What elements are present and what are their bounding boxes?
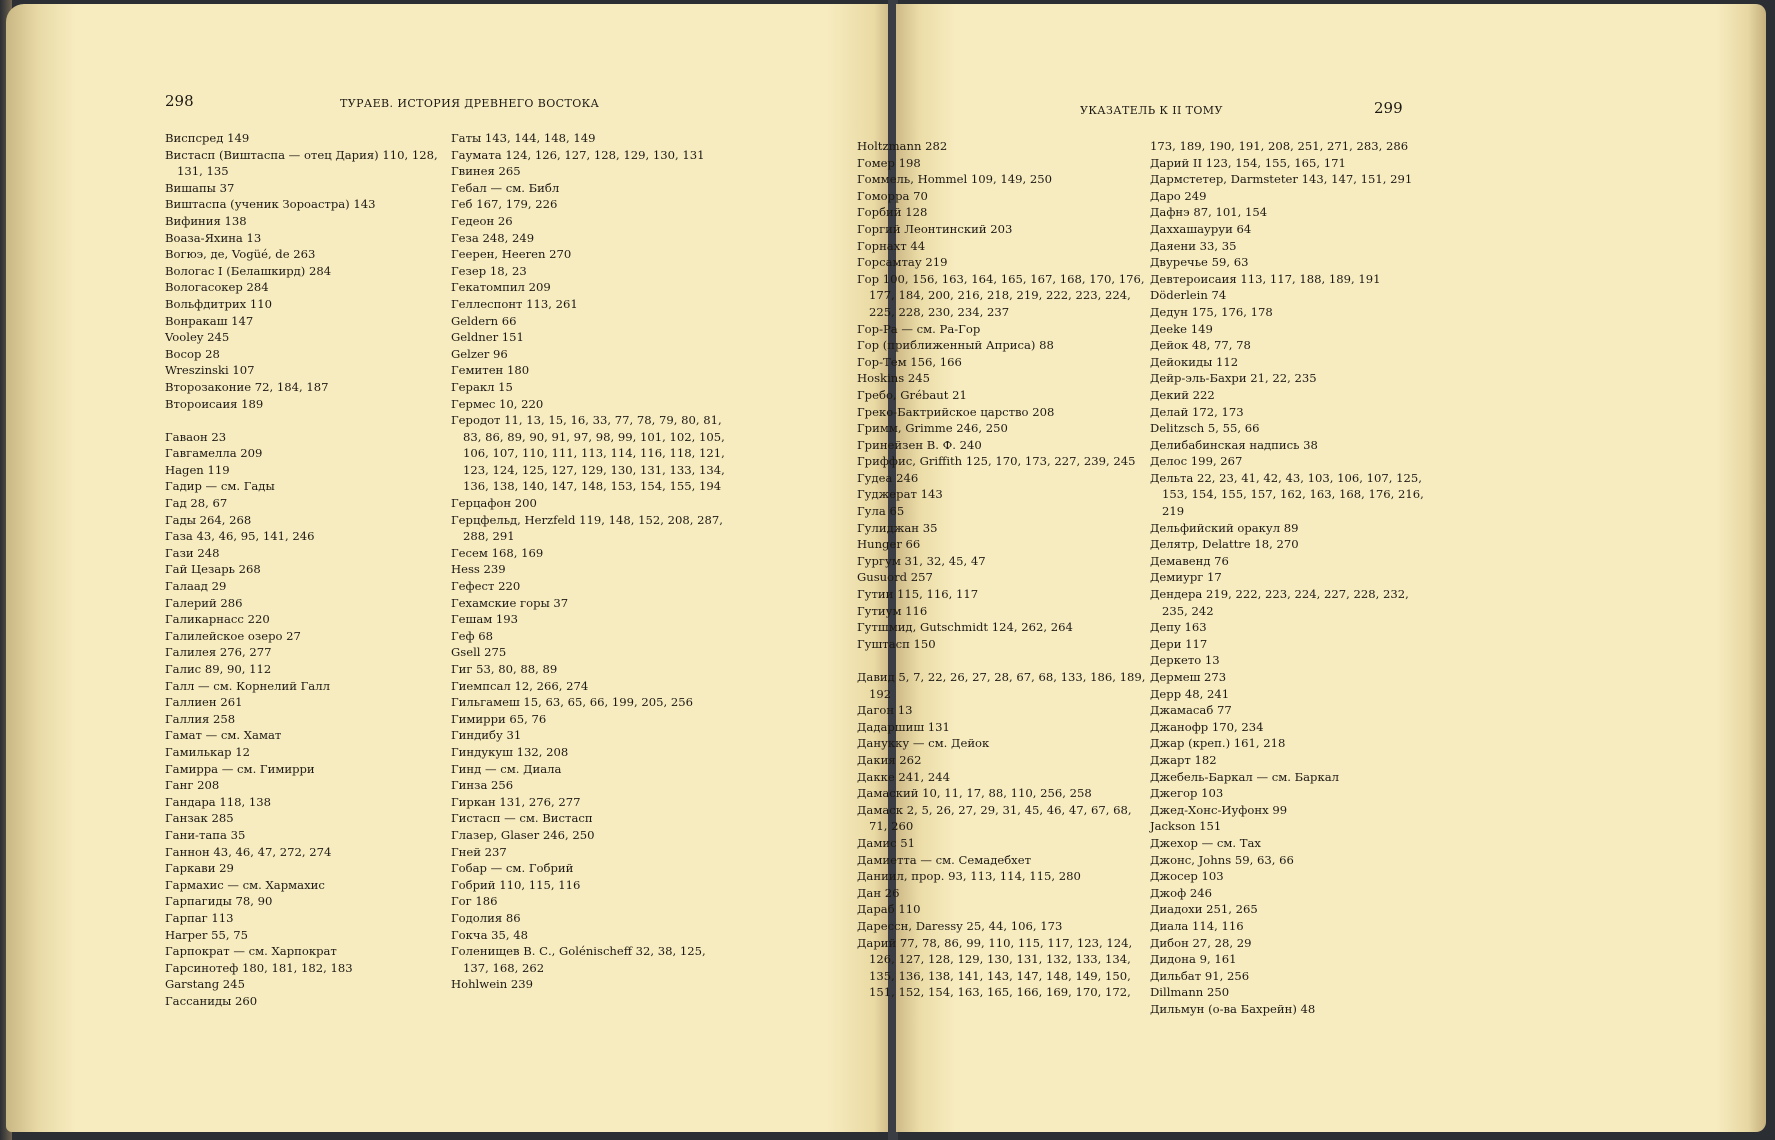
index-entry: Ганг 208	[165, 778, 220, 793]
index-entry: Вифиния 138	[165, 213, 247, 228]
index-entry: Дейок 48, 77, 78	[1150, 338, 1251, 353]
index-entry: Газа 43, 46, 95, 141, 246	[165, 529, 315, 544]
index-entry: Диала 114, 116	[1150, 918, 1244, 933]
index-entry: Вишапы 37	[165, 180, 235, 195]
index-entry: Галикарнасс 220	[165, 612, 270, 627]
index-entry: Дельфийский оракул 89	[1150, 520, 1299, 535]
right-index-column-1	[857, 138, 1147, 1001]
index-entry: Геза 248, 249	[451, 230, 535, 245]
index-entry: Вологас I (Белашкирд) 284	[165, 263, 332, 278]
index-entry: Гемитен 180	[451, 363, 530, 378]
index-entry: Восор 28	[165, 346, 220, 361]
index-entry: Гор-Тем 156, 166	[857, 354, 962, 369]
index-entry: Даяени 33, 35	[1150, 238, 1237, 253]
index-entry: Гинза 256	[451, 778, 514, 793]
index-entry: Дагон 13	[857, 703, 913, 718]
index-entry: Gusuord 257	[857, 570, 933, 585]
index-entry: Гринейзен В. Ф. 240	[857, 437, 982, 452]
index-entry: Дарий II 123, 154, 155, 165, 171	[1150, 155, 1346, 170]
index-entry: Vooley 245	[165, 330, 230, 345]
index-entry: Дакия 262	[857, 752, 922, 767]
index-entry: Гистасп — см. Вистасп	[451, 811, 593, 826]
index-entry: Гамат — см. Хамат	[165, 728, 282, 743]
index-entry: Декий 222	[1150, 387, 1215, 402]
index-entry: Дарессн, Daressy 25, 44, 106, 173	[857, 918, 1063, 933]
index-entry: Гула 65	[857, 504, 905, 519]
index-entry: Дейр-эль-Бахри 21, 22, 235	[1150, 371, 1317, 386]
index-entry: Делай 172, 173	[1150, 404, 1244, 419]
index-entry: Jackson 151	[1150, 819, 1222, 834]
index-entry: Геф 68	[451, 628, 494, 643]
index-entry: Hoskins 245	[857, 371, 931, 386]
index-entry: Harper 55, 75	[165, 927, 248, 942]
index-entry: Гавгамелла 209	[165, 446, 263, 461]
index-entry: Гиркан 131, 276, 277	[451, 794, 581, 809]
index-entry: Гор 100, 156, 163, 164, 165, 167, 168, 170, 176, 177, 184, 200, 216, 218, 219, 222, 223, 224, 225, 228, 230, 234, 237	[857, 271, 1145, 319]
index-entry: Давид 5, 7, 22, 26, 27, 28, 67, 68, 133, 186, 189, 192	[857, 670, 1146, 701]
index-entry: Джар (креп.) 161, 218	[1150, 736, 1286, 751]
index-entry: Гандара 118, 138	[165, 794, 272, 809]
index-entry: Гинд — см. Диала	[451, 761, 562, 776]
index-entry: Горсамтау 219	[857, 255, 948, 270]
index-entry: Delitzsch 5, 55, 66	[1150, 421, 1260, 436]
index-entry: Гесем 168, 169	[451, 545, 544, 560]
index-entry: Wreszinski 107	[165, 363, 255, 378]
index-entry: Гоммель, Hommel 109, 149, 250	[857, 172, 1053, 187]
index-entry: Гарпаг 113	[165, 910, 234, 925]
index-entry: Гимирри 65, 76	[451, 711, 547, 726]
index-entry: Дан 26	[857, 885, 900, 900]
index-entry: Гамирра — см. Гимирри	[165, 761, 315, 776]
index-entry: Гехамские горы 37	[451, 595, 569, 610]
index-entry: Ганнон 43, 46, 47, 272, 274	[165, 844, 332, 859]
left-page-number: 298	[165, 92, 194, 110]
index-entry: Дакке 241, 244	[857, 769, 951, 784]
index-entry: Даро 249	[1150, 188, 1207, 203]
index-entry: Джосер 103	[1150, 869, 1224, 884]
index-entry: Джегор 103	[1150, 786, 1224, 801]
index-entry: Geldern 66	[451, 313, 517, 328]
index-entry: Гог 186	[451, 894, 498, 909]
index-entry: Гоморра 70	[857, 188, 928, 203]
index-entry: Гуджерат 143	[857, 487, 943, 502]
index-entry: Дибон 27, 28, 29	[1150, 935, 1252, 950]
index-entry: Геродот 11, 13, 15, 16, 33, 77, 78, 79, 80, 81, 83, 86, 89, 90, 91, 97, 98, 99, 101, 102, 105, 106, 107, 110, 111, 113, 114, 116, 118, 121, 123, 124, 125, 127, 129, 130, 131, 133, 134, 136, 138, 140, 147, 148, 153, 154, 155, 194	[451, 413, 725, 494]
index-entry: Делятр, Delattre 18, 270	[1150, 537, 1299, 552]
index-entry: Гней 237	[451, 844, 507, 859]
index-entry: Джебель-Баркал — см. Баркал	[1150, 769, 1339, 784]
index-entry: Гутии 115, 116, 117	[857, 587, 979, 602]
index-entry: Горгий Леонтинский 203	[857, 221, 1013, 236]
index-entry: Гребо, Grébaut 21	[857, 387, 967, 402]
index-entry: Гаты 143, 144, 148, 149	[451, 131, 596, 145]
index-entry: Глазер, Glaser 246, 250	[451, 827, 595, 842]
index-entry: Гази 248	[165, 545, 220, 560]
index-entry: Гамилькар 12	[165, 744, 251, 759]
index-entry: Герцафон 200	[451, 496, 537, 511]
index-entry: Гарсинотеф 180, 181, 182, 183	[165, 960, 353, 975]
index-entry: Гадир — см. Гады	[165, 479, 275, 494]
index-entry: Джед-Хонс-Иуфонх 99	[1150, 802, 1288, 817]
right-running-head: УКАЗАТЕЛЬ К II ТОМУ	[1080, 104, 1223, 117]
index-entry: Гефест 220	[451, 579, 521, 594]
index-entry: Гор (приближенный Априса) 88	[857, 338, 1054, 353]
right-page-number: 299	[1374, 99, 1403, 117]
index-entry: Дармстетер, Darmsteter 143, 147, 151, 291	[1150, 172, 1413, 187]
index-entry: Garstang 245	[165, 977, 245, 992]
index-entry: Джоф 246	[1150, 885, 1212, 900]
index-entry: Ганзак 285	[165, 811, 234, 826]
index-entry: Воаза-Яхина 13	[165, 230, 262, 245]
index-entry: Hohlwein 239	[451, 977, 534, 992]
index-entry: Галилея 276, 277	[165, 645, 272, 660]
index-letter-gap	[857, 652, 1147, 669]
index-entry: Гобар — см. Гобрий	[451, 861, 574, 876]
index-entry: Джарт 182	[1150, 752, 1217, 767]
index-entry: Второисаия 189	[165, 396, 264, 411]
index-entry: Гиемпсал 12, 266, 274	[451, 678, 589, 693]
index-entry: Даниил, прор. 93, 113, 114, 115, 280	[857, 869, 1081, 884]
index-entry: Гекатомпил 209	[451, 280, 551, 295]
index-entry: Гиндукуш 132, 208	[451, 744, 569, 759]
index-entry: Гармахис — см. Хармахис	[165, 877, 325, 892]
index-entry: Галлиен 261	[165, 695, 243, 710]
index-entry: Гиг 53, 80, 88, 89	[451, 662, 558, 676]
index-entry: Гургум 31, 32, 45, 47	[857, 553, 986, 568]
index-entry: Галаад 29	[165, 579, 227, 594]
index-entry: Вистасп (Виштаспа — отец Дария) 110, 128, 131, 135	[165, 147, 438, 179]
index-entry: Гезер 18, 23	[451, 263, 527, 278]
index-entry: Дафнэ 87, 101, 154	[1150, 205, 1268, 220]
index-entry: Деркето 13	[1150, 653, 1220, 668]
index-entry: Виспсред 149	[165, 131, 250, 145]
index-entry: Греко-Бактрийское царство 208	[857, 404, 1055, 419]
index-entry: Гассаниды 260	[165, 993, 258, 1008]
index-entry: Гокча 35, 48	[451, 927, 529, 942]
index-entry: Гаумата 124, 126, 127, 128, 129, 130, 131	[451, 147, 705, 162]
index-entry: Гильгамеш 15, 63, 65, 66, 199, 205, 256	[451, 695, 694, 710]
index-entry: Döderlein 74	[1150, 288, 1227, 303]
index-entry: Двуречье 59, 63	[1150, 255, 1249, 270]
index-entry: Дарий 77, 78, 86, 99, 110, 115, 117, 123, 124, 126, 127, 128, 129, 130, 131, 132, 133, 134, 135, 136, 138, 141, 143, 147, 148, 149, 150, 151, 152, 154, 163, 165, 166, 169, 170, 172,	[857, 935, 1133, 1000]
index-entry: Гриффис, Griffith 125, 170, 173, 227, 239, 245	[857, 454, 1136, 469]
index-entry: Делос 199, 267	[1150, 454, 1243, 469]
index-entry: Гор-Ра — см. Ра-Гор	[857, 321, 981, 336]
index-entry: Holtzmann 282	[857, 139, 948, 153]
index-entry: Дамаский 10, 11, 17, 88, 110, 256, 258	[857, 786, 1092, 801]
index-entry: Джанофр 170, 234	[1150, 719, 1264, 734]
index-entry: Дермеш 273	[1150, 670, 1227, 684]
index-entry: Герцфельд, Herzfeld 119, 148, 152, 208, 287, 288, 291	[451, 512, 723, 544]
index-entry: Джамасаб 77	[1150, 703, 1232, 718]
index-entry: Девтероисаия 113, 117, 188, 189, 191	[1150, 271, 1381, 286]
index-entry: Гарпагиды 78, 90	[165, 894, 273, 909]
index-entry: Горнахт 44	[857, 238, 926, 253]
index-entry: Гулиджан 35	[857, 520, 938, 535]
index-entry: Галерий 286	[165, 595, 243, 610]
index-entry: Диадохи 251, 265	[1150, 902, 1258, 917]
index-entry: Галл — см. Корнелий Галл	[165, 678, 330, 693]
index-entry: Дамис 51	[857, 835, 916, 850]
index-entry: Гаркави 29	[165, 861, 234, 876]
index-entry: Гутшмид, Gutschmidt 124, 262, 264	[857, 620, 1073, 635]
index-entry: Дерр 48, 241	[1150, 686, 1230, 701]
index-entry: Голенищев В. С., Golénischeff 32, 38, 125, 137, 168, 262	[451, 944, 706, 975]
index-entry: Гад 28, 67	[165, 496, 228, 511]
index-entry: Гай Цезарь 268	[165, 562, 261, 577]
left-index-column-1	[165, 130, 465, 1009]
index-entry: Второзаконие 72, 184, 187	[165, 379, 329, 394]
index-entry: Дамаск 2, 5, 26, 27, 29, 31, 45, 46, 47, 67, 68, 71, 260	[857, 802, 1132, 834]
index-entry: Галилейское озеро 27	[165, 628, 301, 643]
index-entry: Гады 264, 268	[165, 512, 252, 527]
index-entry: Вольфдитрих 110	[165, 296, 273, 311]
index-entry: Gelzer 96	[451, 346, 508, 361]
index-entry: Данукку — см. Дейок	[857, 736, 990, 751]
index-entry: Дейокиды 112	[1150, 354, 1239, 369]
left-running-head: ТУРАЕВ. ИСТОРИЯ ДРЕВНЕГО ВОСТОКА	[340, 97, 600, 110]
index-entry: Горбий 128	[857, 205, 928, 220]
index-entry: Гешам 193	[451, 612, 519, 627]
index-entry: Дери 117	[1150, 636, 1208, 651]
index-entry: Делибабинская надпись 38	[1150, 437, 1318, 452]
index-entry: Демиург 17	[1150, 570, 1222, 585]
index-entry: Гебал — см. Библ	[451, 180, 560, 195]
index-entry: Гвинея 265	[451, 164, 521, 179]
index-entry: Гримм, Grimme 246, 250	[857, 421, 1008, 436]
index-entry: Гутиум 116	[857, 603, 928, 618]
index-entry: Джонс, Johns 59, 63, 66	[1150, 852, 1294, 867]
index-entry: Geldner 151	[451, 330, 524, 345]
index-entry: Галлия 258	[165, 711, 236, 726]
index-entry: Дильбат 91, 256	[1150, 968, 1250, 983]
index-entry: Галис 89, 90, 112	[165, 662, 272, 676]
index-entry: Дамиетта — см. Семадебхет	[857, 852, 1031, 867]
index-entry: Дидона 9, 161	[1150, 952, 1237, 967]
index-entry: Геракл 15	[451, 379, 513, 394]
index-entry: Dillmann 250	[1150, 985, 1230, 1000]
index-entry: Геллеспонт 113, 261	[451, 296, 578, 311]
index-letter-gap	[165, 412, 465, 429]
index-entry: Гермес 10, 220	[451, 396, 544, 411]
index-entry: Дадаршиш 131	[857, 719, 950, 734]
left-page	[6, 4, 890, 1132]
index-entry: Даххашауруи 64	[1150, 221, 1252, 236]
index-entry: 173, 189, 190, 191, 208, 251, 271, 283, 286	[1150, 139, 1409, 153]
index-entry: Дильмун (о-ва Бахрейн) 48	[1150, 1001, 1316, 1016]
index-entry: Геб 167, 179, 226	[451, 197, 558, 212]
index-entry: Гомер 198	[857, 155, 921, 170]
index-entry: Гарпократ — см. Харпократ	[165, 944, 337, 959]
index-entry: Демавенд 76	[1150, 553, 1229, 568]
right-page	[857, 4, 1766, 1132]
index-entry: Вологасокер 284	[165, 280, 269, 295]
index-entry: Дараб 110	[857, 902, 921, 917]
index-entry: Дендера 219, 222, 223, 224, 227, 228, 232, 235, 242	[1150, 587, 1409, 618]
index-entry: Hunger 66	[857, 537, 921, 552]
index-entry: Вонракаш 147	[165, 313, 254, 328]
index-entry: Гаваон 23	[165, 429, 227, 444]
index-entry: Депу 163	[1150, 620, 1207, 635]
index-entry: Гиндибу 31	[451, 728, 522, 743]
index-entry: Геерен, Heeren 270	[451, 247, 572, 262]
index-entry: Gsell 275	[451, 645, 507, 660]
index-entry: Джехор — см. Тах	[1150, 835, 1261, 850]
index-entry: Дельта 22, 23, 41, 42, 43, 103, 106, 107, 125, 153, 154, 155, 157, 162, 163, 168, 176, 216, 219	[1150, 470, 1424, 519]
index-entry: Виштаспа (ученик Зороастра) 143	[165, 197, 376, 212]
index-entry: Гуштасп 150	[857, 636, 936, 651]
index-entry: Вогюэ, де, Vogüé, de 263	[165, 247, 316, 262]
index-entry: Гани-тапа 35	[165, 827, 246, 842]
index-entry: Hess 239	[451, 562, 506, 577]
index-entry: Годолия 86	[451, 910, 521, 925]
index-entry: Гобрий 110, 115, 116	[451, 877, 581, 892]
index-entry: Гудеа 246	[857, 470, 919, 485]
index-entry: Гедеон 26	[451, 213, 513, 228]
index-entry: Деeke 149	[1150, 321, 1213, 336]
left-index-column-2	[451, 130, 735, 993]
index-entry: Hagen 119	[165, 462, 230, 477]
index-entry: Дедун 175, 176, 178	[1150, 304, 1273, 319]
right-index-column-2	[1150, 138, 1430, 1017]
